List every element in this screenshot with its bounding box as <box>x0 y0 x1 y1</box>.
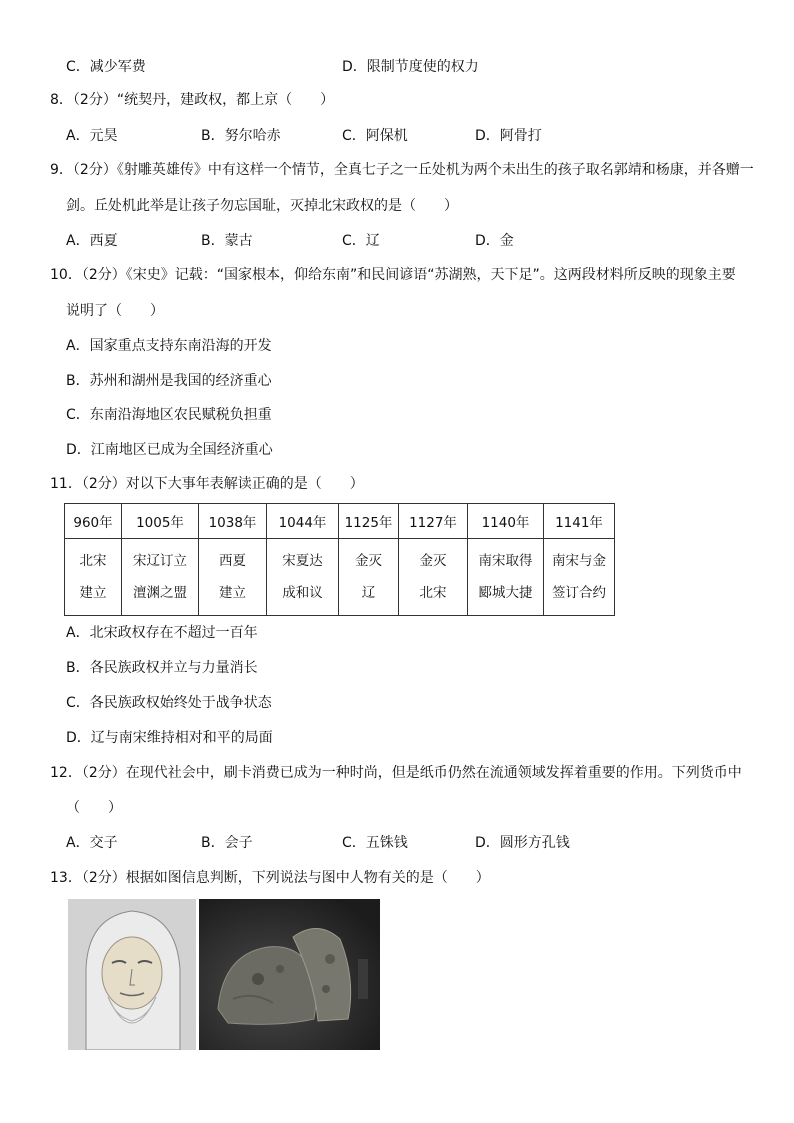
q8-option-c: C．阿保机 <box>342 128 408 144</box>
q12-stem-line1: 12．（2分）在现代社会中，刷卡消费已成为一种时尚，但是纸币仍然在流通领域发挥着重要的作用。下列货币中 <box>50 765 742 781</box>
table-row-years <box>65 504 615 539</box>
q7-option-d: D．限制节度使的权力 <box>342 59 479 75</box>
q7-option-c: C．减少军费 <box>66 59 146 75</box>
table-cell-year: 960年 <box>65 504 122 539</box>
table-cell-year: 1127年 <box>399 504 468 539</box>
event-line1: 北宋 <box>79 553 107 569</box>
q9-option-c: C．辽 <box>342 233 380 249</box>
q8-option-d: D．阿骨打 <box>475 128 542 144</box>
event-line1: 宋夏达 <box>282 553 323 569</box>
table-cell-year: 1038年 <box>199 504 267 539</box>
q9-option-b: B．蒙古 <box>201 233 253 249</box>
table-cell-year: 1125年 <box>339 504 399 539</box>
event-line1: 南宋取得 <box>478 553 533 569</box>
event-line2: 建立 <box>79 585 107 601</box>
q10-stem-line2: 说明了（ ） <box>66 303 164 319</box>
table-cell-event <box>122 539 199 616</box>
event-line1: 西夏 <box>219 553 246 569</box>
q9-option-a: A．西夏 <box>66 233 118 249</box>
table-row-events <box>65 539 615 616</box>
q10-option-c: C．东南沿海地区农民赋税负担重 <box>66 407 272 423</box>
event-line1: 南宋与金 <box>552 553 606 569</box>
q9-stem-line1: 9．（2分）《射雕英雄传》中有这样一个情节，全真七子之一丘处机为两个未出生的孩子取名郭靖和杨康，并各赠一 <box>50 162 754 178</box>
table-cell-year: 1044年 <box>267 504 339 539</box>
q11-option-c: C．各民族政权始终处于战争状态 <box>66 695 272 711</box>
q12-option-b: B．会子 <box>201 835 253 851</box>
event-line2: 建立 <box>219 585 246 601</box>
q9-option-d: D．金 <box>475 233 514 249</box>
q12-option-d: D．圆形方孔钱 <box>475 835 570 851</box>
q10-option-d: D．江南地区已成为全国经济重心 <box>66 442 273 458</box>
q13-stem: 13．（2分）根据如图信息判断，下列说法与图中人物有关的是（ ） <box>50 870 490 886</box>
q11-option-d: D．辽与南宋维持相对和平的局面 <box>66 730 273 746</box>
q10-option-b: B．苏州和湖州是我国的经济重心 <box>66 373 272 389</box>
q12-stem-line2: （ ） <box>66 800 122 816</box>
q8-stem: 8．（2分）“统契丹，建政权，都上京（ ） <box>50 92 335 108</box>
q10-option-a: A．国家重点支持东南沿海的开发 <box>66 338 272 354</box>
q13-illustration <box>68 899 380 1050</box>
q11-option-a: A．北宋政权存在不超过一百年 <box>66 625 258 641</box>
q8-option-b: B．努尔哈赤 <box>201 128 281 144</box>
event-line2: 签订合约 <box>552 585 606 601</box>
q11-stem: 11．（2分）对以下大事年表解读正确的是（ ） <box>50 476 364 492</box>
q12-option-a: A．交子 <box>66 835 118 851</box>
table-cell-year: 1140年 <box>468 504 544 539</box>
table-cell-event <box>399 539 468 616</box>
table-cell-event <box>544 539 615 616</box>
event-line2: 北宋 <box>419 585 447 601</box>
chronology-table <box>64 503 615 616</box>
table-cell-event <box>267 539 339 616</box>
event-line2: 澶渊之盟 <box>133 585 187 601</box>
event-line1: 宋辽订立 <box>133 553 187 569</box>
portrait-image <box>68 899 196 1050</box>
table-cell-event <box>199 539 267 616</box>
event-line1: 金灭 <box>419 553 447 569</box>
table-cell-event <box>339 539 399 616</box>
event-line2: 郾城大捷 <box>478 585 533 601</box>
event-line2: 辽 <box>361 585 376 601</box>
q9-stem-line2: 剑。丘处机此举是让孩子勿忘国耻，灭掉北宋政权的是（ ） <box>66 198 458 214</box>
q12-option-c: C．五铢钱 <box>342 835 408 851</box>
table-cell-year: 1141年 <box>544 504 615 539</box>
table-cell-event <box>65 539 122 616</box>
q11-option-b: B．各民族政权并立与力量消长 <box>66 660 258 676</box>
event-line1: 金灭 <box>355 553 382 569</box>
q10-stem-line1: 10．（2分）《宋史》记载：“国家根本，仰给东南”和民间谚语“苏湖熟，天下足”。这两段材料所反映的现象主要 <box>50 267 736 283</box>
q13-photos <box>68 899 380 1050</box>
event-line2: 成和议 <box>282 585 323 601</box>
artifact-photo <box>199 899 380 1050</box>
table-cell-event <box>468 539 544 616</box>
table-cell-year: 1005年 <box>122 504 199 539</box>
q8-option-a: A．元昊 <box>66 128 118 144</box>
